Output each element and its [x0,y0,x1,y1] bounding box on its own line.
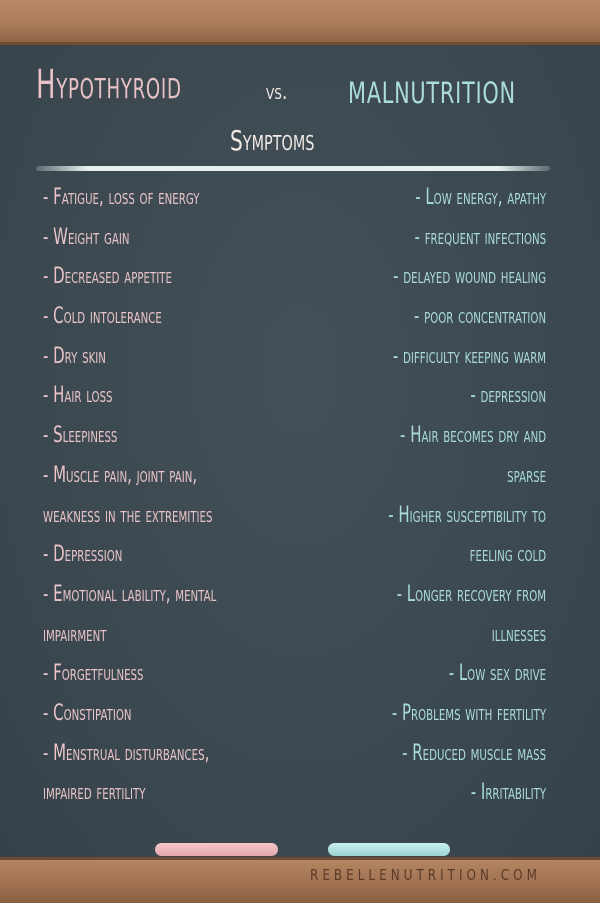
list-item: - Muscle pain, joint pain, [43,462,198,488]
list-item: - poor concentration [413,304,546,330]
hypothyroid-symptom-list [43,178,216,813]
list-item: - Cold intolerance [43,304,162,330]
list-item: - difficulty keeping warm [392,343,546,369]
malnutrition-title: malnutrition [348,64,516,113]
malnutrition-symptom-list [388,178,546,813]
pink-chalk-stick [155,843,278,856]
list-item: - Higher susceptibility to [388,502,546,528]
hypothyroid-title: Hypothyroid [36,62,182,108]
list-item: - Hair loss [43,383,113,409]
list-item: weakness in the extremities [43,502,213,528]
list-item: - Sleepiness [43,423,118,449]
list-item: - Fatigue, loss of energy [43,185,200,210]
list-item: feeling cold [469,542,546,568]
list-item: - Low energy, apathy [415,185,546,210]
list-item: - Reduced muscle mass [402,740,546,766]
list-item: illnesses [491,621,546,647]
list-item: - frequent infections [414,224,546,250]
wood-frame-top [0,0,600,45]
teal-chalk-stick [328,843,450,856]
chalk-divider-line [36,166,550,171]
list-item: - Longer recovery from [396,581,546,607]
symptoms-subtitle: Symptoms [230,124,315,157]
list-item: - Constipation [43,700,132,726]
list-item: - delayed wound healing [393,264,546,290]
list-item: - Menstrual disturbances, [43,740,210,766]
list-item: impaired fertility [43,780,146,806]
list-item: - Emotional lability, mental [43,581,217,607]
list-item: - Irritability [470,780,546,806]
list-item: - Dry skin [43,343,106,369]
list-item: sparse [507,462,546,488]
list-item: - Weight gain [43,224,130,250]
list-item: - Depression [43,542,123,568]
vs-label: vs. [266,80,288,105]
list-item: - Low sex drive [448,661,546,687]
list-item: - depression [470,383,546,409]
list-item: - Decreased appetite [43,264,172,290]
website-footer: REBELLENUTRITION.COM [310,866,541,884]
list-item: - Hair becomes dry and [399,423,546,449]
list-item: - Forgetfulness [43,661,144,687]
list-item: impairment [43,621,107,647]
list-item: - Problems with fertility [391,700,546,726]
